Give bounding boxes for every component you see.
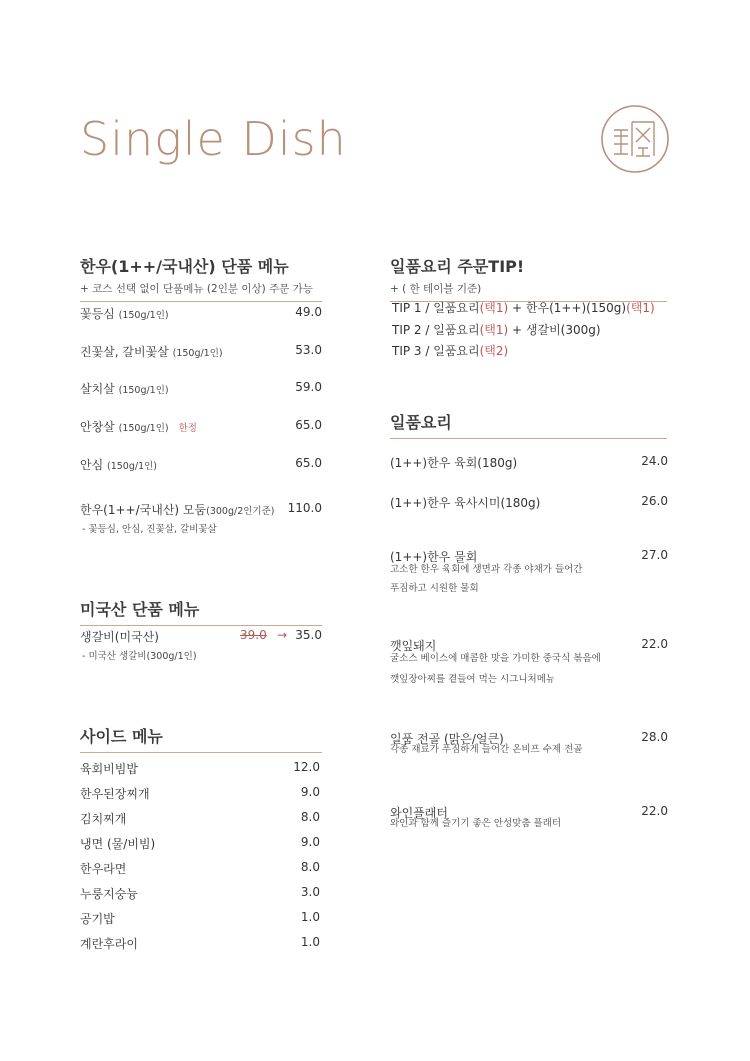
item-name: (1++)한우 육사시미(180g) <box>390 496 541 510</box>
item-name: 생갈비(미국산) <box>80 630 159 644</box>
item-detail: (300g/2인기준) <box>206 506 275 517</box>
item-name: 살치살 <box>80 382 115 396</box>
tip-pick: (택2) <box>479 344 509 358</box>
tip-text: + 한우(1++)(150g) <box>508 301 627 315</box>
ilpum-items <box>390 452 668 852</box>
item-name: 냉면 (물/비빔) <box>80 837 156 851</box>
item-detail: (150g/1인) <box>118 310 169 321</box>
item-detail: (150g/1인) <box>118 385 169 396</box>
tip-pick: (택1) <box>626 301 655 315</box>
item-price: 35.0 <box>295 628 322 642</box>
item-name: 한우(1++/국내산) 모둠 <box>80 503 207 517</box>
old-price: 39.0 <box>240 628 267 642</box>
item-price: 24.0 <box>641 454 668 468</box>
item-detail: (150g/1인) <box>172 348 223 359</box>
item-detail: (150g/1인) <box>107 461 158 472</box>
divider <box>80 625 322 626</box>
item-name: (1++)한우 물회 <box>390 550 478 564</box>
item-price: 22.0 <box>641 804 668 818</box>
side-items <box>80 760 320 960</box>
item-price: 27.0 <box>641 548 668 562</box>
item-name: 계란후라이 <box>80 937 138 951</box>
tips-note: + ( 한 테이블 기준) <box>390 283 482 295</box>
item-name: 진꽃살, 갈비꽃살 <box>80 345 169 359</box>
circle-seal-logo-icon <box>600 104 670 174</box>
item-price: 28.0 <box>641 730 668 744</box>
item-price: 9.0 <box>300 785 320 799</box>
item-price: 49.0 <box>295 305 322 319</box>
hanwoo-items <box>80 305 322 545</box>
item-desc: 각종 재료가 푸짐하게 들어간 온비프 수제 전골 <box>390 744 583 755</box>
hanwoo-section <box>80 254 322 302</box>
us-heading: 미국산 단품 메뉴 <box>80 600 200 619</box>
item-name: (1++)한우 육회(180g) <box>390 456 518 470</box>
item-price: 53.0 <box>295 343 322 357</box>
item-desc: 깻잎장아찌를 곁들여 먹는 시그니처메뉴 <box>390 674 556 685</box>
item-name: 안심 <box>80 458 104 472</box>
tip-text: + 생갈비(300g) <box>508 323 601 337</box>
item-sub: - 미국산 생갈비(300g/1인) <box>82 651 197 662</box>
item-price: 3.0 <box>300 885 320 899</box>
ilpum-heading: 일품요리 <box>390 413 452 432</box>
limited-badge: 한정 <box>178 423 197 434</box>
item-name: 육회비빔밥 <box>80 762 138 776</box>
item-price: 65.0 <box>295 418 322 432</box>
item-price: 110.0 <box>287 501 322 515</box>
tip-pick: (택1) <box>479 323 509 337</box>
item-price: 9.0 <box>300 835 320 849</box>
divider <box>80 301 322 302</box>
item-price: 12.0 <box>293 760 320 774</box>
item-name: 한우라면 <box>80 862 127 876</box>
hanwoo-heading: 한우(1++/국내산) 단품 메뉴 <box>80 257 289 276</box>
item-price: 1.0 <box>300 910 320 924</box>
tips-section <box>390 254 667 302</box>
item-price: 26.0 <box>641 494 668 508</box>
item-price: 59.0 <box>295 380 322 394</box>
tip-line <box>392 321 601 338</box>
tip-text: TIP 1 / 일품요리 <box>392 301 480 315</box>
side-section <box>80 724 322 753</box>
item-desc: 고소한 한우 육회에 생면과 각종 야채가 들어간 <box>390 564 583 575</box>
item-price: 8.0 <box>300 860 320 874</box>
item-name: 누룽지숭늉 <box>80 887 138 901</box>
us-section <box>80 597 322 626</box>
tips-lines <box>390 299 667 359</box>
item-name: 김치찌개 <box>80 812 127 826</box>
item-price: 1.0 <box>300 935 320 949</box>
item-name: 깻잎돼지 <box>390 639 437 653</box>
item-desc: 와인과 함께 즐기기 좋은 안성맞춤 플래터 <box>390 818 562 829</box>
tip-line <box>392 299 655 316</box>
item-price: 22.0 <box>641 637 668 651</box>
tip-text: TIP 3 / 일품요리 <box>392 344 480 358</box>
item-name: 한우된장찌개 <box>80 787 150 801</box>
item-name: 꽃등심 <box>80 307 115 321</box>
tip-text: TIP 2 / 일품요리 <box>392 323 480 337</box>
tip-pick: (택1) <box>479 301 509 315</box>
hanwoo-note: + 코스 선택 없이 단품메뉴 (2인분 이상) 주문 가능 <box>80 283 313 295</box>
item-desc: 푸짐하고 시원한 물회 <box>390 583 479 594</box>
tip-line <box>392 342 508 359</box>
tips-heading: 일품요리 주문TIP! <box>390 257 525 276</box>
side-heading: 사이드 메뉴 <box>80 727 163 746</box>
item-name: 와인플래터 <box>390 806 448 820</box>
item-price: 65.0 <box>295 456 322 470</box>
page-title: Single Dish <box>80 112 347 166</box>
divider <box>390 438 667 439</box>
us-items <box>80 628 322 668</box>
ilpum-section <box>390 410 667 439</box>
item-name: 안창살 <box>80 420 115 434</box>
item-name: 공기밥 <box>80 912 115 926</box>
item-price: 8.0 <box>300 810 320 824</box>
divider <box>80 752 322 753</box>
arrow-right-icon: → <box>277 628 288 642</box>
item-sub: - 꽃등심, 안심, 진꽃살, 갈비꽃살 <box>82 524 217 535</box>
item-desc: 굴소스 베이스에 매콤한 맛을 가미한 중국식 볶음에 <box>390 653 601 664</box>
item-name: 일품 전골 (맑은/얼큰) <box>390 732 504 746</box>
item-detail: (150g/1인) <box>118 423 169 434</box>
